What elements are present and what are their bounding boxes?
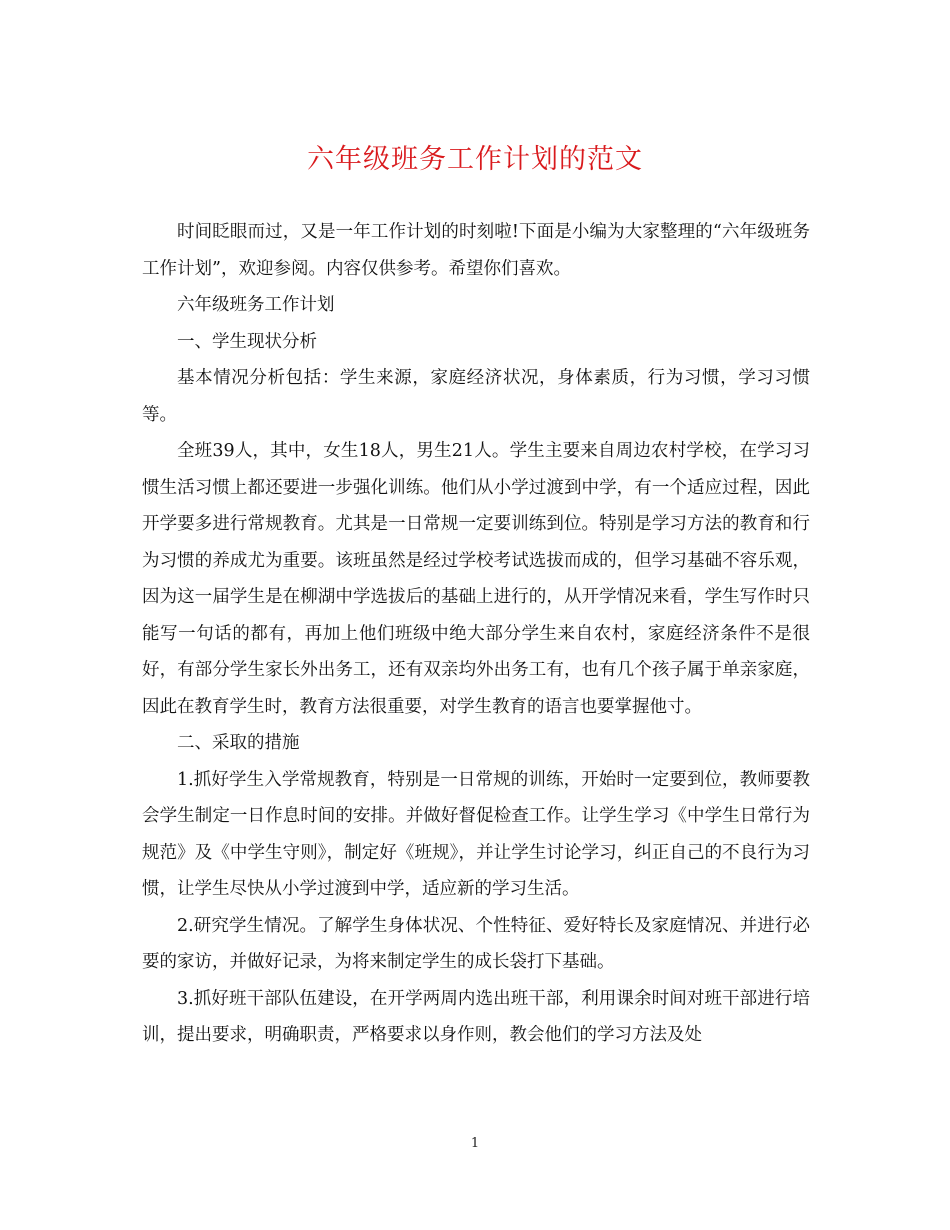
section-heading-2: 二、采取的措施 [177, 733, 300, 753]
paragraph-measure-3: 3.抓好班干部队伍建设，在开学两周内选出班干部，利用课余时间对班干部进行培训，提出要求，明确职责，严格要求以身作则，教会他们的学习方法及处 [142, 988, 810, 1045]
paragraph-measure-2: 2.研究学生情况。了解学生身体状况、个性特征、爱好特长及家庭情况、并进行必要的家访，并做好记录，为将来制定学生的成长袋打下基础。 [142, 915, 810, 972]
paragraph-subtitle: 六年级班务工作计划 [177, 295, 335, 315]
section-heading-1: 一、学生现状分析 [177, 331, 317, 352]
page-number: 1 [470, 1136, 480, 1151]
paragraph-measure-1: 1.抓好学生入学常规教育，特别是一日常规的训练，开始时一定要到位，教师要教会学生制定一日作息时间的安排。并做好督促检查工作。让学生学习《中学生日常行为规范》及《中学生守则》，制定好《班规》，并让学生讨论学习，纠正自己的不良行为习惯，让学生尽快从小学过渡到中学，适应新的学习生活。 [142, 769, 810, 899]
document-title: 六年级班务工作计划的范文 [307, 144, 643, 175]
paragraph-class-analysis: 全班39人，其中，女生18人，男生21人。学生主要来自周边农村学校，在学习习惯生活习惯上都还要进一步强化训练。他们从小学过渡到中学，有一个适应过程，因此开学要多进行常规教育。尤其是一日常规一定要训练到位。特别是学习方法的教育和行为习惯的养成尤为重要。该班虽然是经过学校考试选拔而成的，但学习基础不容乐观，因为这一届学生是在柳湖中学选拔后的基础上进行的，从开学情况来看，学生写作时只能写一句话的都有，再加上他们班级中绝大部分学生来自农村，家庭经济条件不是很好，有部分学生家长外出务工，还有双亲均外出务工有，也有几个孩子属于单亲家庭，因此在教育学生时，教育方法很重要，对学生教育的语言也要掌握他寸。 [142, 441, 810, 717]
paragraph-intro: 时间眨眼而过，又是一年工作计划的时刻啦!下面是小编为大家整理的“六年级班务工作计划”，欢迎参阅。内容仅供参考。希望你们喜欢。 [142, 222, 810, 279]
document-body [142, 214, 810, 1054]
paragraph-basic-info: 基本情况分析包括：学生来源，家庭经济状况，身体素质，行为习惯，学习习惯等。 [142, 368, 810, 425]
